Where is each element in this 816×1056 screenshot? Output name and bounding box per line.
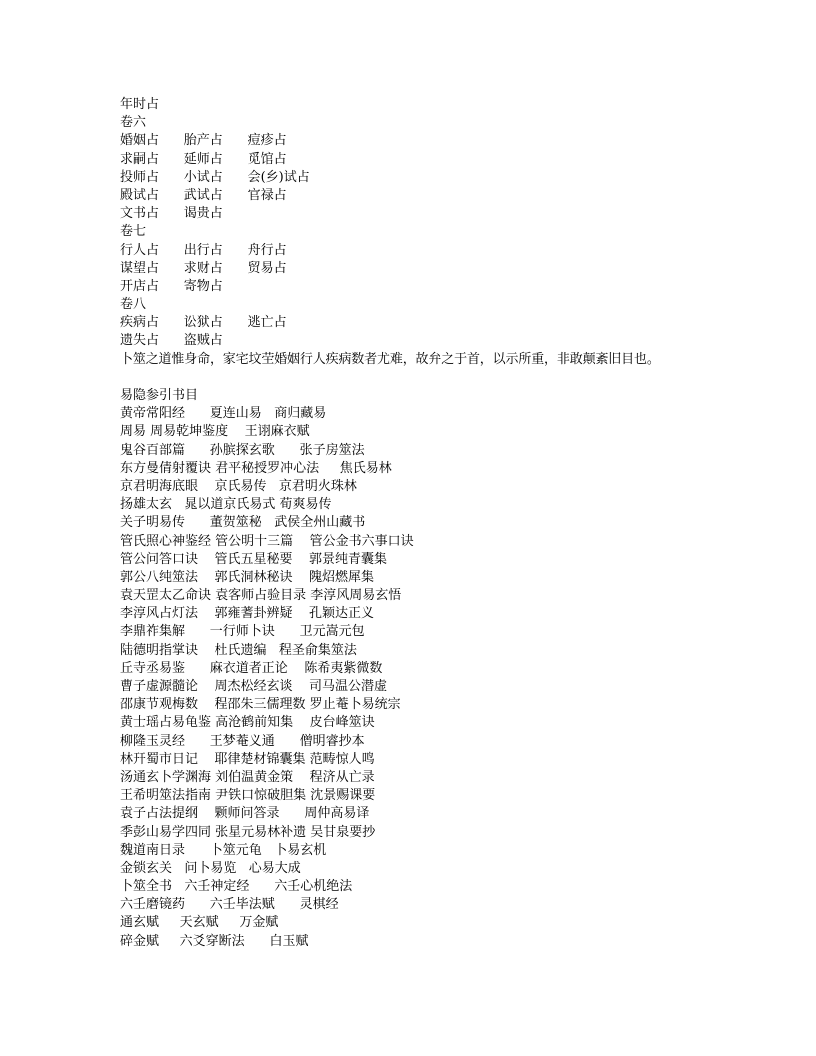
bibliography-line: 六壬磨镜药 六壬毕法赋 灵棋经 <box>120 897 339 913</box>
bibliography-line: 陆德明指掌诀 杜氏遗编 程圣俞集筮法 <box>120 642 357 658</box>
contents-line: 卷六 <box>120 115 147 131</box>
bibliography-line: 通玄赋 天玄赋 万金赋 <box>120 915 279 931</box>
bibliography-line: 柳隆玉灵经 王梦菴义通 僧明睿抄本 <box>120 733 365 749</box>
bibliography-line: 袁天罡太乙命诀 袁客师占验目录 李淳风周易玄悟 <box>120 588 402 604</box>
contents-line: 婚姻占 胎产占 痘疹占 <box>120 133 287 149</box>
bibliography-line: 李鼎祚集解 一行师卜诀 卫元嵩元包 <box>120 624 365 640</box>
contents-line: 卷八 <box>120 297 147 313</box>
bibliography-line: 扬雄太玄 晁以道京氏易式 荀爽易传 <box>120 497 332 513</box>
contents-line: 行人占 出行占 舟行占 <box>120 242 287 258</box>
bibliography-line: 汤通玄卜学渊海 刘伯温黄金策 程济从亡录 <box>120 769 375 785</box>
bibliography-line: 李淳风占灯法 郭雍蓍卦辨疑 孔颖达正义 <box>120 606 375 622</box>
bibliography-line: 黄帝常阳经 夏连山易 商归藏易 <box>120 406 327 422</box>
bibliography-line: 郭公八纯筮法 郭氏洞林秘诀 隗炤燃犀集 <box>120 569 375 585</box>
contents-line: 谋望占 求财占 贸易占 <box>120 260 287 276</box>
bibliography-line: 曹子虚源髓论 周杰松经玄谈 司马温公潜虚 <box>120 679 388 694</box>
contents-line: 疾病占 讼狱占 逃亡占 <box>120 315 287 331</box>
contents-line: 年时占 <box>120 97 160 112</box>
contents-line: 殿试占 武试占 官禄占 <box>120 187 287 203</box>
contents-line: 开店占 寄物占 <box>120 278 223 294</box>
bibliography-title: 易隐参引书目 <box>120 388 199 403</box>
bibliography-line: 周易 周易乾坤鉴度 王诩麻衣赋 <box>120 424 310 440</box>
document-page <box>120 96 760 951</box>
bibliography-line: 东方曼倩射覆诀 君平秘授罗冲心法 焦氏易林 <box>120 460 392 476</box>
bibliography-line: 林幵蜀市日记 耶律楚材锦囊集 范畴惊人鸣 <box>120 751 375 767</box>
bibliography-line: 碎金赋 六爻穿断法 白玉赋 <box>120 933 309 949</box>
bibliography-line: 魏道南日录 卜筮元龟 卜易玄机 <box>120 842 327 858</box>
contents-line: 卷七 <box>120 224 147 240</box>
contents-line: 求嗣占 延师占 觅馆占 <box>120 151 287 167</box>
bibliography-line: 邵康节观梅数 程邵朱三儒理数 罗止菴卜易统宗 <box>120 697 401 713</box>
bibliography-line: 鬼谷百部篇 孙膑探玄歌 张子房筮法 <box>120 442 365 458</box>
preface-note: 卜筮之道惟身命，家宅坟茔婚姻行人疾病数者尤难，故弁之于首，以示所重，非敢颠紊旧目也。 <box>120 351 660 367</box>
bibliography-line: 季彭山易学四同 张星元易林补遗 吴甘泉要抄 <box>120 824 376 840</box>
bibliography-line: 袁子占法提纲 颗师问答录 周仲高易译 <box>120 806 370 822</box>
contents-list <box>120 96 760 351</box>
bibliography-line: 管公问答口诀 管氏五星秘要 郭景纯青囊集 <box>120 551 388 567</box>
bibliography <box>120 387 760 951</box>
bibliography-line: 关子明易传 董贺筮秘 武侯全州山藏书 <box>120 515 366 531</box>
contents-line: 投师占 小试占 会(乡)试占 <box>120 169 310 185</box>
bibliography-line: 京君明海底眼 京氏易传 京君明火珠林 <box>120 478 357 494</box>
contents-line: 文书占 谒贵占 <box>120 206 223 222</box>
contents-line: 遗失占 盗贼占 <box>120 333 223 349</box>
bibliography-line: 卜筮全书 六壬神定经 六壬心机绝法 <box>120 879 353 895</box>
bibliography-line: 王希明筮法指南 尹铁口惊破胆集 沈景赐课要 <box>120 788 376 804</box>
bibliography-line: 黄士瑶占易龟鉴 高沧鹤前知集 皮台峰筮诀 <box>120 715 375 731</box>
spacer <box>120 369 760 387</box>
bibliography-line: 管氏照心神鉴经 管公明十三篇 管公金书六事口诀 <box>120 533 414 549</box>
bibliography-lines <box>120 405 760 951</box>
bibliography-line: 丘寺丞易鉴 麻衣道者正论 陈希夷紫微数 <box>120 660 383 676</box>
bibliography-line: 金锁玄关 问卜易览 心易大成 <box>120 860 301 876</box>
